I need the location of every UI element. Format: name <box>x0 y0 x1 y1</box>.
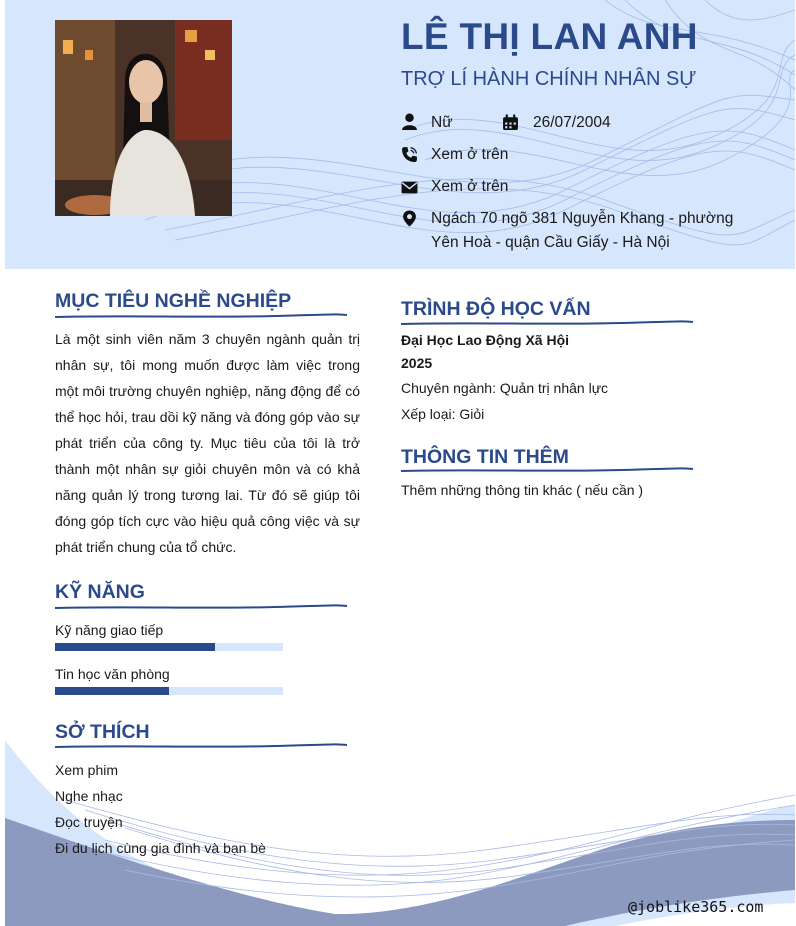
skill-label: Tin học văn phòng <box>55 666 170 682</box>
address-line-1: Ngách 70 ngõ 381 Nguyễn Khang - phường <box>431 210 734 227</box>
birthdate-value: 26/07/2004 <box>533 114 611 131</box>
header <box>5 0 795 269</box>
profile-photo-image <box>55 20 232 216</box>
hobbies-heading: SỞ THÍCH <box>55 721 150 743</box>
phone-value: Xem ở trên <box>431 146 509 163</box>
profile-photo <box>55 20 232 216</box>
skill-bar <box>55 643 283 651</box>
email-value: Xem ở trên <box>431 178 509 195</box>
candidate-name: LÊ THỊ LAN ANH <box>401 16 698 57</box>
objective-line: đóng góp tích cực vào hiệu quả công việc và sự <box>55 513 360 529</box>
resume-page <box>5 0 795 926</box>
objective-line: phát triển của công ty. Mục tiêu của tôi là trở <box>55 435 360 451</box>
education-school: Đại Học Lao Động Xã Hội <box>401 332 570 348</box>
phone-icon <box>401 146 418 163</box>
skills-heading: KỸ NĂNG <box>55 581 145 603</box>
objective-line: Là một sinh viên năm 3 chuyên ngành quản trị <box>55 331 360 347</box>
hobby-item: Nghe nhạc <box>55 788 123 804</box>
skill-bar-fill <box>55 687 169 695</box>
objective-line: thể học hỏi, trau dồi kỹ năng và đóng góp vào sự <box>55 409 360 425</box>
gender-value: Nữ <box>431 114 453 131</box>
address-line-2: Yên Hoà - quận Cầu Giấy - Hà Nội <box>431 234 670 251</box>
education-major: Chuyên ngành: Quản trị nhân lực <box>401 380 609 396</box>
objective-line: thành một nhân sự giỏi chuyên môn và có khả <box>55 461 360 477</box>
extra-info-underline <box>401 465 696 475</box>
calendar-icon <box>502 114 519 131</box>
email-icon <box>401 179 418 196</box>
education-year: 2025 <box>401 355 433 371</box>
skills-underline <box>55 602 350 612</box>
objective-text <box>55 326 360 560</box>
objective-line: năng quản lý trong tương lai. Từ đó sẽ giúp tôi <box>55 487 360 503</box>
hobby-item: Đọc truyện <box>55 814 123 830</box>
education-underline <box>401 318 696 328</box>
location-pin-icon <box>401 210 418 227</box>
hobby-item: Đi du lịch cùng gia đình và bạn bè <box>55 840 266 856</box>
watermark: @joblike365.com <box>628 898 764 916</box>
skill-bar-fill <box>55 643 215 651</box>
objective-heading: MỤC TIÊU NGHỀ NGHIỆP <box>55 290 292 312</box>
education-heading: TRÌNH ĐỘ HỌC VẤN <box>401 298 591 320</box>
extra-info-heading: THÔNG TIN THÊM <box>401 446 569 468</box>
job-title: TRỢ LÍ HÀNH CHÍNH NHÂN SỰ <box>401 68 697 90</box>
person-icon <box>401 113 418 130</box>
skill-label: Kỹ năng giao tiếp <box>55 622 164 638</box>
skill-bar <box>55 687 283 695</box>
objective-line: một môi trường chuyên nghiệp, năng động để có <box>55 383 360 399</box>
extra-info-text: Thêm những thông tin khác ( nếu cần ) <box>401 482 644 498</box>
objective-underline <box>55 311 350 321</box>
education-grade: Xếp loại: Giỏi <box>401 406 485 422</box>
objective-line: phát triển chung của tổ chức. <box>55 539 237 555</box>
hobbies-underline <box>55 741 350 751</box>
objective-line: nhân sự, tôi mong muốn được làm việc trong <box>55 357 360 373</box>
hobby-item: Xem phim <box>55 762 119 778</box>
